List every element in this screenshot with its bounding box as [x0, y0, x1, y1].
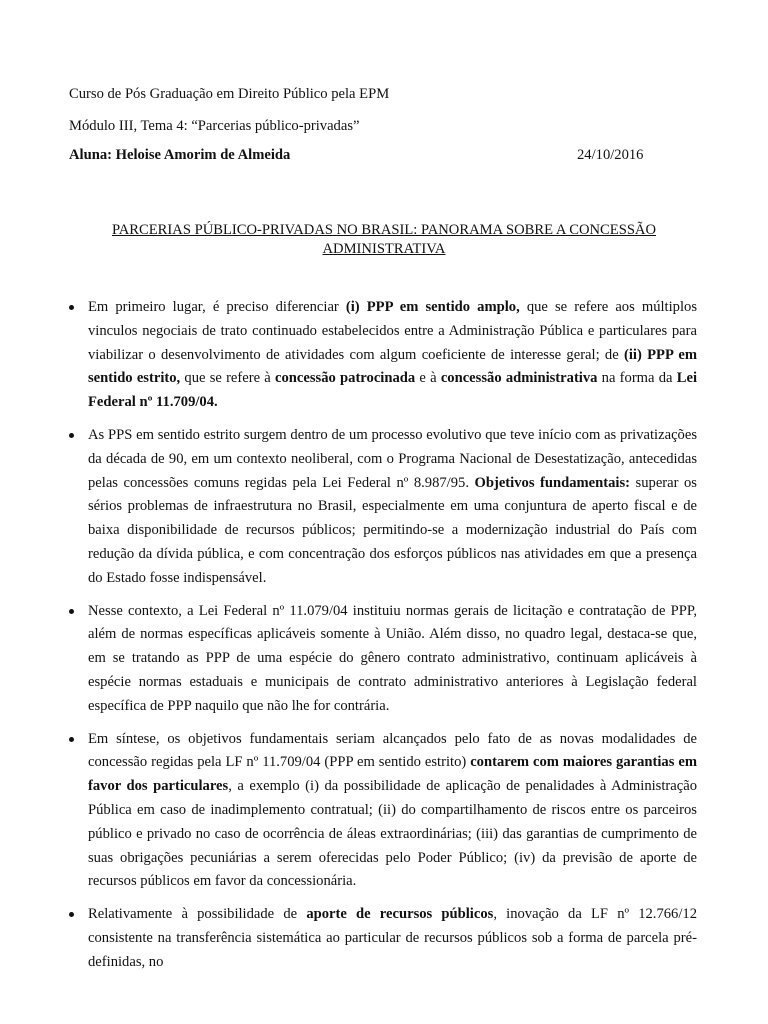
bullet-icon — [69, 912, 74, 917]
list-item: Relativamente à possibilidade de aporte de recursos públicos, inovação da LF nº 12.766/12 consistente na transferência sistemática ao particular de recursos públicos sob a forma de parcela pré-definidas, no — [0, 903, 768, 974]
student-name: Aluna: Heloise Amorim de Almeida — [69, 147, 291, 163]
bullet-icon — [69, 305, 74, 310]
document-title: PARCERIAS PÚBLICO-PRIVADAS NO BRASIL: PANORAMA SOBRE A CONCESSÃO ADMINISTRATIVA — [111, 222, 657, 257]
bullet-icon — [69, 737, 74, 742]
list-item: As PPS em sentido estrito surgem dentro de um processo evolutivo que teve início com as privatizações da década de 90, em um contexto neoliberal, com o Programa Nacional de Desestatização, antecedidas pelas concessões comuns regidas pela Lei Federal nº 8.987/95. Objetivos fundamentais: superar os sérios problemas de infraestrutura no Brasil, especialmente em uma conjuntura de aperto fiscal e de baixa disponibilidade de recursos públicos; permitindo-se a modernização industrial do País com redução da dívida pública, e com concentração dos esforços públicos nas atividades em que a presença do Estado fosse indispensável. — [0, 424, 768, 591]
bullet-icon — [69, 433, 74, 438]
module-line: Módulo III, Tema 4: “Parcerias público-privadas” — [69, 118, 360, 134]
course-line: Curso de Pós Graduação em Direito Público pela EPM — [69, 86, 390, 102]
bullet-icon — [69, 609, 74, 614]
list-item: Em primeiro lugar, é preciso diferenciar (i) PPP em sentido amplo, que se refere aos múltiplos vinculos negociais de trato continuado estabelecidos entre a Administração Pública e particulares para viabilizar o desenvolvimento de atividades com algum coeficiente de interesse geral; de (ii) PPP em sentido estrito, que se refere à concessão patrocinada e à concessão administrativa na forma da Lei Federal nº 11.709/04. — [0, 296, 768, 415]
list-item: Nesse contexto, a Lei Federal nº 11.079/04 instituiu normas gerais de licitação e contratação de PPP, além de normas específicas aplicáveis somente à União. Além disso, no quadro legal, destaca-se que, em se tratando as PPP de uma espécie do gênero contrato administrativo, continuam aplicáveis à espécie normas estaduais e municipais de contrato administrativo anteriores à Legislação federal específica de PPP naquilo que não lhe for contrária. — [0, 600, 768, 719]
bullet-list — [0, 296, 768, 984]
list-item: Em síntese, os objetivos fundamentais seriam alcançados pelo fato de as novas modalidades de concessão regidas pela LF nº 11.709/04 (PPP em sentido estrito) contarem com maiores garantias em favor dos particulares, a exemplo (i) da possibilidade de aplicação de penalidades à Administração Pública em caso de inadimplemento contratual; (ii) do compartilhamento de riscos entre os parceiros público e privado no caso de ocorrência de áleas extraordinárias; (iii) das garantias de cumprimento de suas obrigações pecuniárias a serem oferecidas pelo Poder Público; (iv) da previsão de aporte de recursos públicos em favor da concessionária. — [0, 728, 768, 895]
document-date: 24/10/2016 — [577, 147, 644, 163]
